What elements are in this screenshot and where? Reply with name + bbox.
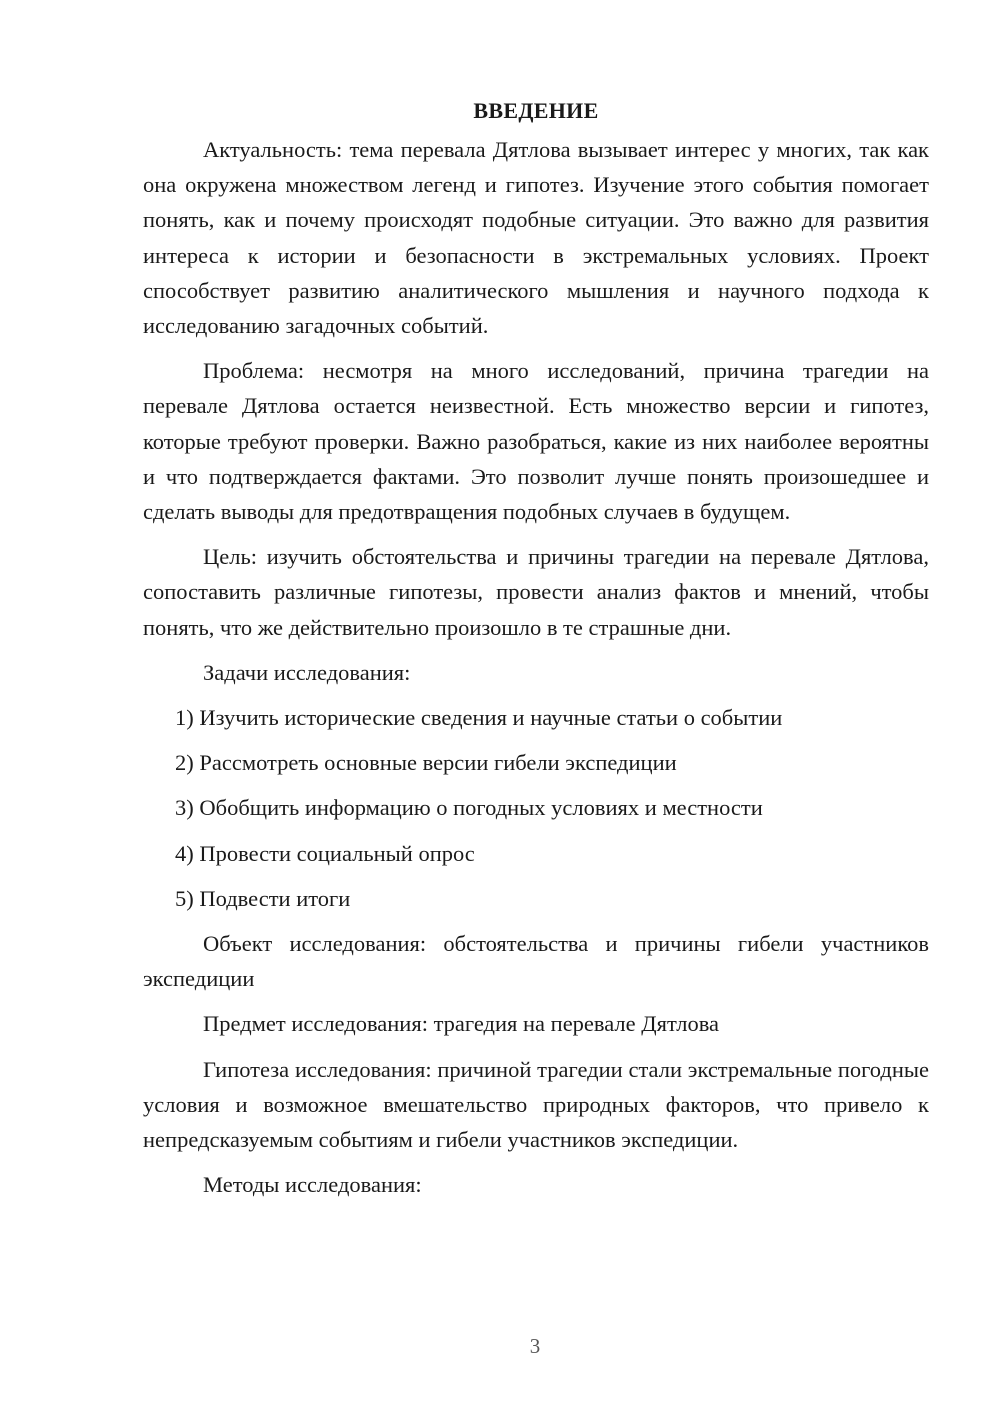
list-item: 2) Рассмотреть основные версии гибели экспедиции [175,750,677,776]
list-item: 3) Обобщить информацию о погодных условиях и местности [175,795,763,821]
paragraph-hypothesis: Гипотеза исследования: причиной трагедии стали экстремальные погодные условия и возможное вмешательство природных факторов, что привело к непредсказуемым событиям и гибели участников экспедиции. [143,1056,929,1153]
page-title: ВВЕДЕНИЕ [473,98,599,123]
tasks-list [143,700,929,916]
list-item: 1) Изучить исторические сведения и научные статьи о событии [175,705,783,731]
list-item: 4) Провести социальный опрос [175,840,475,866]
methods-heading: Методы исследования: [203,1172,422,1198]
tasks-heading: Задачи исследования: [203,659,411,685]
paragraph-object: Объект исследования: обстоятельства и причины гибели участников экспедиции [143,931,929,992]
list-item: 5) Подвести итоги [175,885,351,911]
paragraph-problem: Проблема: несмотря на много исследований, причина трагедии на перевале Дятлова остается неизвестной. Есть множество версии и гипотез, которые требуют проверки. Важно разобраться, какие из них наиболее вероятны и что подтверждается фактами. Это позволит лучше понять произошедшее и сделать выводы для предотвращения подобных случаев в будущем. [143,358,929,525]
paragraph-relevance: Актуальность: тема перевала Дятлова вызывает интерес у многих, так как она окружена множеством легенд и гипотез. Изучение этого события помогает понять, как и почему происходят подобные ситуации. Это важно для развития интереса к истории и безопасности в экстремальных условиях. Проект способствует развитию аналитического мышления и научного подхода к исследованию загадочных событий. [143,137,929,339]
paragraph-goal: Цель: изучить обстоятельства и причины трагедии на перевале Дятлова, сопоставить различные гипотезы, провести анализ фактов и мнений, чтобы понять, что же действительно произошло в те страшные дни. [143,544,929,640]
page-number: 3 [529,1334,541,1358]
paragraph-subject: Предмет исследования: трагедия на перевале Дятлова [203,1011,720,1037]
document-page [143,96,929,1212]
